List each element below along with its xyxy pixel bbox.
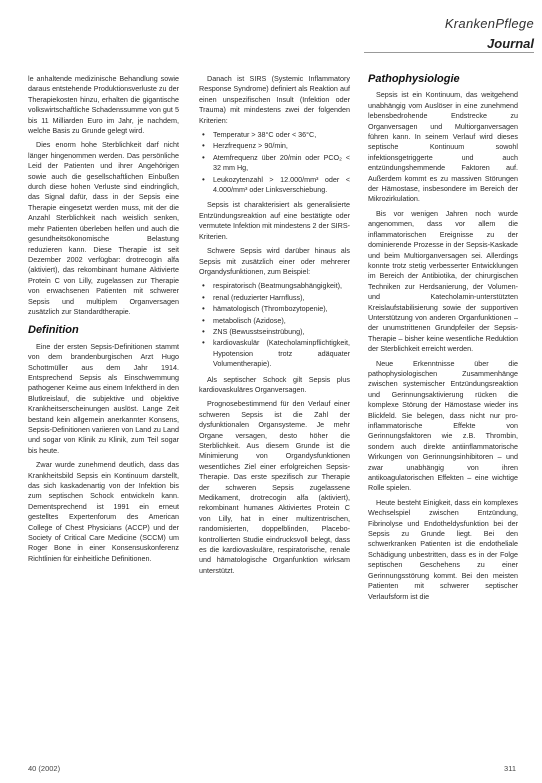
list-item: • metabolisch (Azidose), [213,316,350,326]
paragraph: Als septischer Schock gilt Sepsis plus kardiovaskuläres Organversagen. [199,374,350,394]
list-item: • Atemfrequenz über 20/min oder PCO₂ < 32 mm Hg, [213,153,350,174]
journal-header [334,4,534,60]
text-column-2 [199,74,350,580]
paragraph: Bis vor wenigen Jahren noch wurde angenommen, dass vor allem die inflammatorischen Ereignisse zu der dominierende Prozesse in der Sepsis-Kaskade und beim Multiorganversagen sei. Allerdings konnte trotz stetig verbesserter Entwicklungen im Bereich der Antibiotika, der chirurgischen Techniken zur Herdsanierung, der Volumen- und Katecholamin-unterstützten Kreislaufstabilisierung sowie der supportiven Unterstützung von anderen Organfunktionen – der unumstrittenen Grundpfeiler der Sepsis-Therapie – bisher keine wesentliche Reduktion der Sterblichkeit erreicht werden. [368,208,518,354]
paragraph: Danach ist SIRS (Systemic Inflammatory Response Syndrome) definiert als Reaktion auf einen unspezifischen Insult (Infektion oder Trauma) mit mindestens zwei der folgenden Kriterien: [199,74,350,125]
footer-volume: 40 (2002) [28,764,61,773]
list-item: • Temperatur > 38°C oder < 36°C, [213,130,350,140]
page-number: 311 [504,764,516,773]
paragraph: Dies enorm hohe Sterblichkeit darf nicht länger hingenommen werden. Das persönliche Leid der Patienten und ihrer Angehörigen sowie auch die gesellschaftlichen Einbußen durch diese hohen Verluste sind eindringlich, das Signal dafür, dass in der Sepsis eine Therapie eingesetzt werden muss, mit der die Anzahl Sterblichkeit nach weislich senken, mehr Patienten überleben helfen und auch die gesundheitsökonomische Belastung reduzieren kann. Diese Therapie ist seit Dezember 2002 verfügbar: drotrecogin alfa (aktiviert), das rekombinant humane Aktivierte Protein C von Lilly, zugelassen zur Therapie von erwachsenen Patienten mit schwerer Sepsis und multiplem Organversagen zusätzlich zur Standardtherapie. [28,140,179,316]
text-column-3 [368,74,518,606]
paragraph: Schwere Sepsis wird darüber hinaus als Sepsis mit zusätzlich einer oder mehrerer Organdysfunktionen, zum Beispiel: [199,246,350,276]
journal-title-line1: KrankenPflege [444,16,534,31]
paragraph: le anhaltende medizinische Behandlung sowie daraus entstehende Produktionsverluste zu der Therapiekosten hinzu, erhalten die gigantische volkswirtschaftliche Schadenssumme von gut 5 bis 11 Milliarden Euro im Jahr, je nachdem, welche Basis zu Grunde gelegt wird. [28,74,179,136]
section-heading-pathophysiology: Pathophysiologie [368,73,460,85]
list-item: • kardiovaskulär (Katecholaminpflichtigkeit, Hypotension trotz adäquater Volumentherapie). [213,338,350,369]
text-column-1 [28,74,179,568]
list-item: • respiratorisch (Beatmungsabhängigkeit), [213,281,350,291]
list-item: • renal (reduzierter Harnfluss), [213,293,350,303]
list-item: • Leukozytenzahl > 12.000/mm³ oder < 4.000/mm³ oder Linksverschiebung. [213,175,350,196]
paragraph: Prognosebestimmend für den Verlauf einer schweren Sepsis ist die Zahl der dysfunktionalen Organsysteme. Je mehr Organe versagen, desto höher die Sterblichkeit. Aus diesem Grunde ist die Minimierung von Organdysfunktionen wesentliches Ziel einer erfolgreichen Sepsis-Therapie. Das erste spezifisch zur Therapie der schweren Sepsis zugelassene Medikament, drotrecogin alfa (aktiviert), rekombinant humanes Aktiviertes Protein C von Lilly, hat in einer multizentrischen, randomisierten, doppelblinden, Placebo-kontrollierten Studie eindrucksvoll belegt, dass es die kardiovaskuläre, respiratorische, renale und hämatologische Organfunktion wirksam unterstützt. [199,399,350,575]
paragraph: Zwar wurde zunehmend deutlich, dass das Krankheitsbild Sepsis ein Kontinuum darstellt, das sich kaskadenartig von der Infektion bis zum septischen Schock entwickeln kann. Dementsprechend ist 1991 ein erneut gestelltes Expertenforum des American College of Chest Physicians (ACCP) und der Society of Critical Care Medicine (SCCM) um Roger Bone in einer Konsensuskonferenz Richtlinien für einheitliche Definitionen. [28,460,179,563]
sirs-criteria-list [199,130,350,195]
organ-dysfunction-list [199,281,350,369]
journal-title-line2: Journal [487,36,534,51]
paragraph: Neue Erkenntnisse über die pathophysiologischen Zusammenhänge zwischen systemischer Entzündungsreaktion und Gerinnungsaktivierung rücken die komplexe Störung der Hämostase wieder ins Blickfeld. Sie belegen, dass nicht nur pro-inflammatorische Effekte von Gerinnungsfaktoren wie z.B. Thrombin, sondern auch direkte antiinflammatorische Wirkungen von Gerinnungsinhibitoren – und zwar unabhängig von ihren antikoagulatorischen Effekten – eine wichtige Rolle spielen. [368,358,518,493]
paragraph: Eine der ersten Sepsis-Definitionen stammt von dem brandenburgischen Arzt Hugo Schottmüller aus dem Jahr 1914. Entsprechend Sepsis als Einschwemmung pathogener Keime aus einem Infektherd in den Blutkreislauf, die subjektive und objektive Krankheitserscheinungen auslöst. Lange Zeit bestand kein allgemein anerkannter Konsens, Sepsis-Definitionen variieren von Land zu Land und sogar von Klinik zu Klinik, zum Teil sogar bis heute. [28,341,179,455]
paragraph: Sepsis ist ein Kontinuum, das weitgehend unabhängig vom Auslöser in eine zunehmend lebensbedrohende Endstrecke zu Organversagen und Multiorganversagen führen kann. In seinem Verlauf wird dieses septische Kontinuum sowohl infektionsgetriggerte und auch entzündungshemmende Faktoren auf. Außerdem kommt es zu massiven Störungen der Hämostase, insbesondere im Bereich der Mikrozirkulation. [368,90,518,204]
list-item: • ZNS (Bewusstseinstrübung), [213,327,350,337]
section-heading-definition: Definition [28,324,79,337]
header-rule [364,52,534,53]
paragraph: Heute besteht Einigkeit, dass ein komplexes Wechselspiel zwischen Entzündung, Fibrinolyse und Endotheldysfunktion bei der Sepsis zu Grunde liegt. Bei den schwerkranken Patienten ist die endotheliale Schädigung unbestritten, dass es in der Folge septischen Geschehens zu einer Gerinnungsstörung kommt. Bei den meisten Patienten mit schwerer septischer Verlaufsform ist die [368,497,518,601]
list-item: • Herzfrequenz > 90/min, [213,141,350,151]
paragraph: Sepsis ist charakterisiert als generalisierte Entzündungsreaktion auf eine bestätigte oder vermutete Infektion mit mindestens 2 der SIRS-Kriterien. [199,200,351,241]
list-item: • hämatologisch (Thrombozytopenie), [213,304,350,314]
